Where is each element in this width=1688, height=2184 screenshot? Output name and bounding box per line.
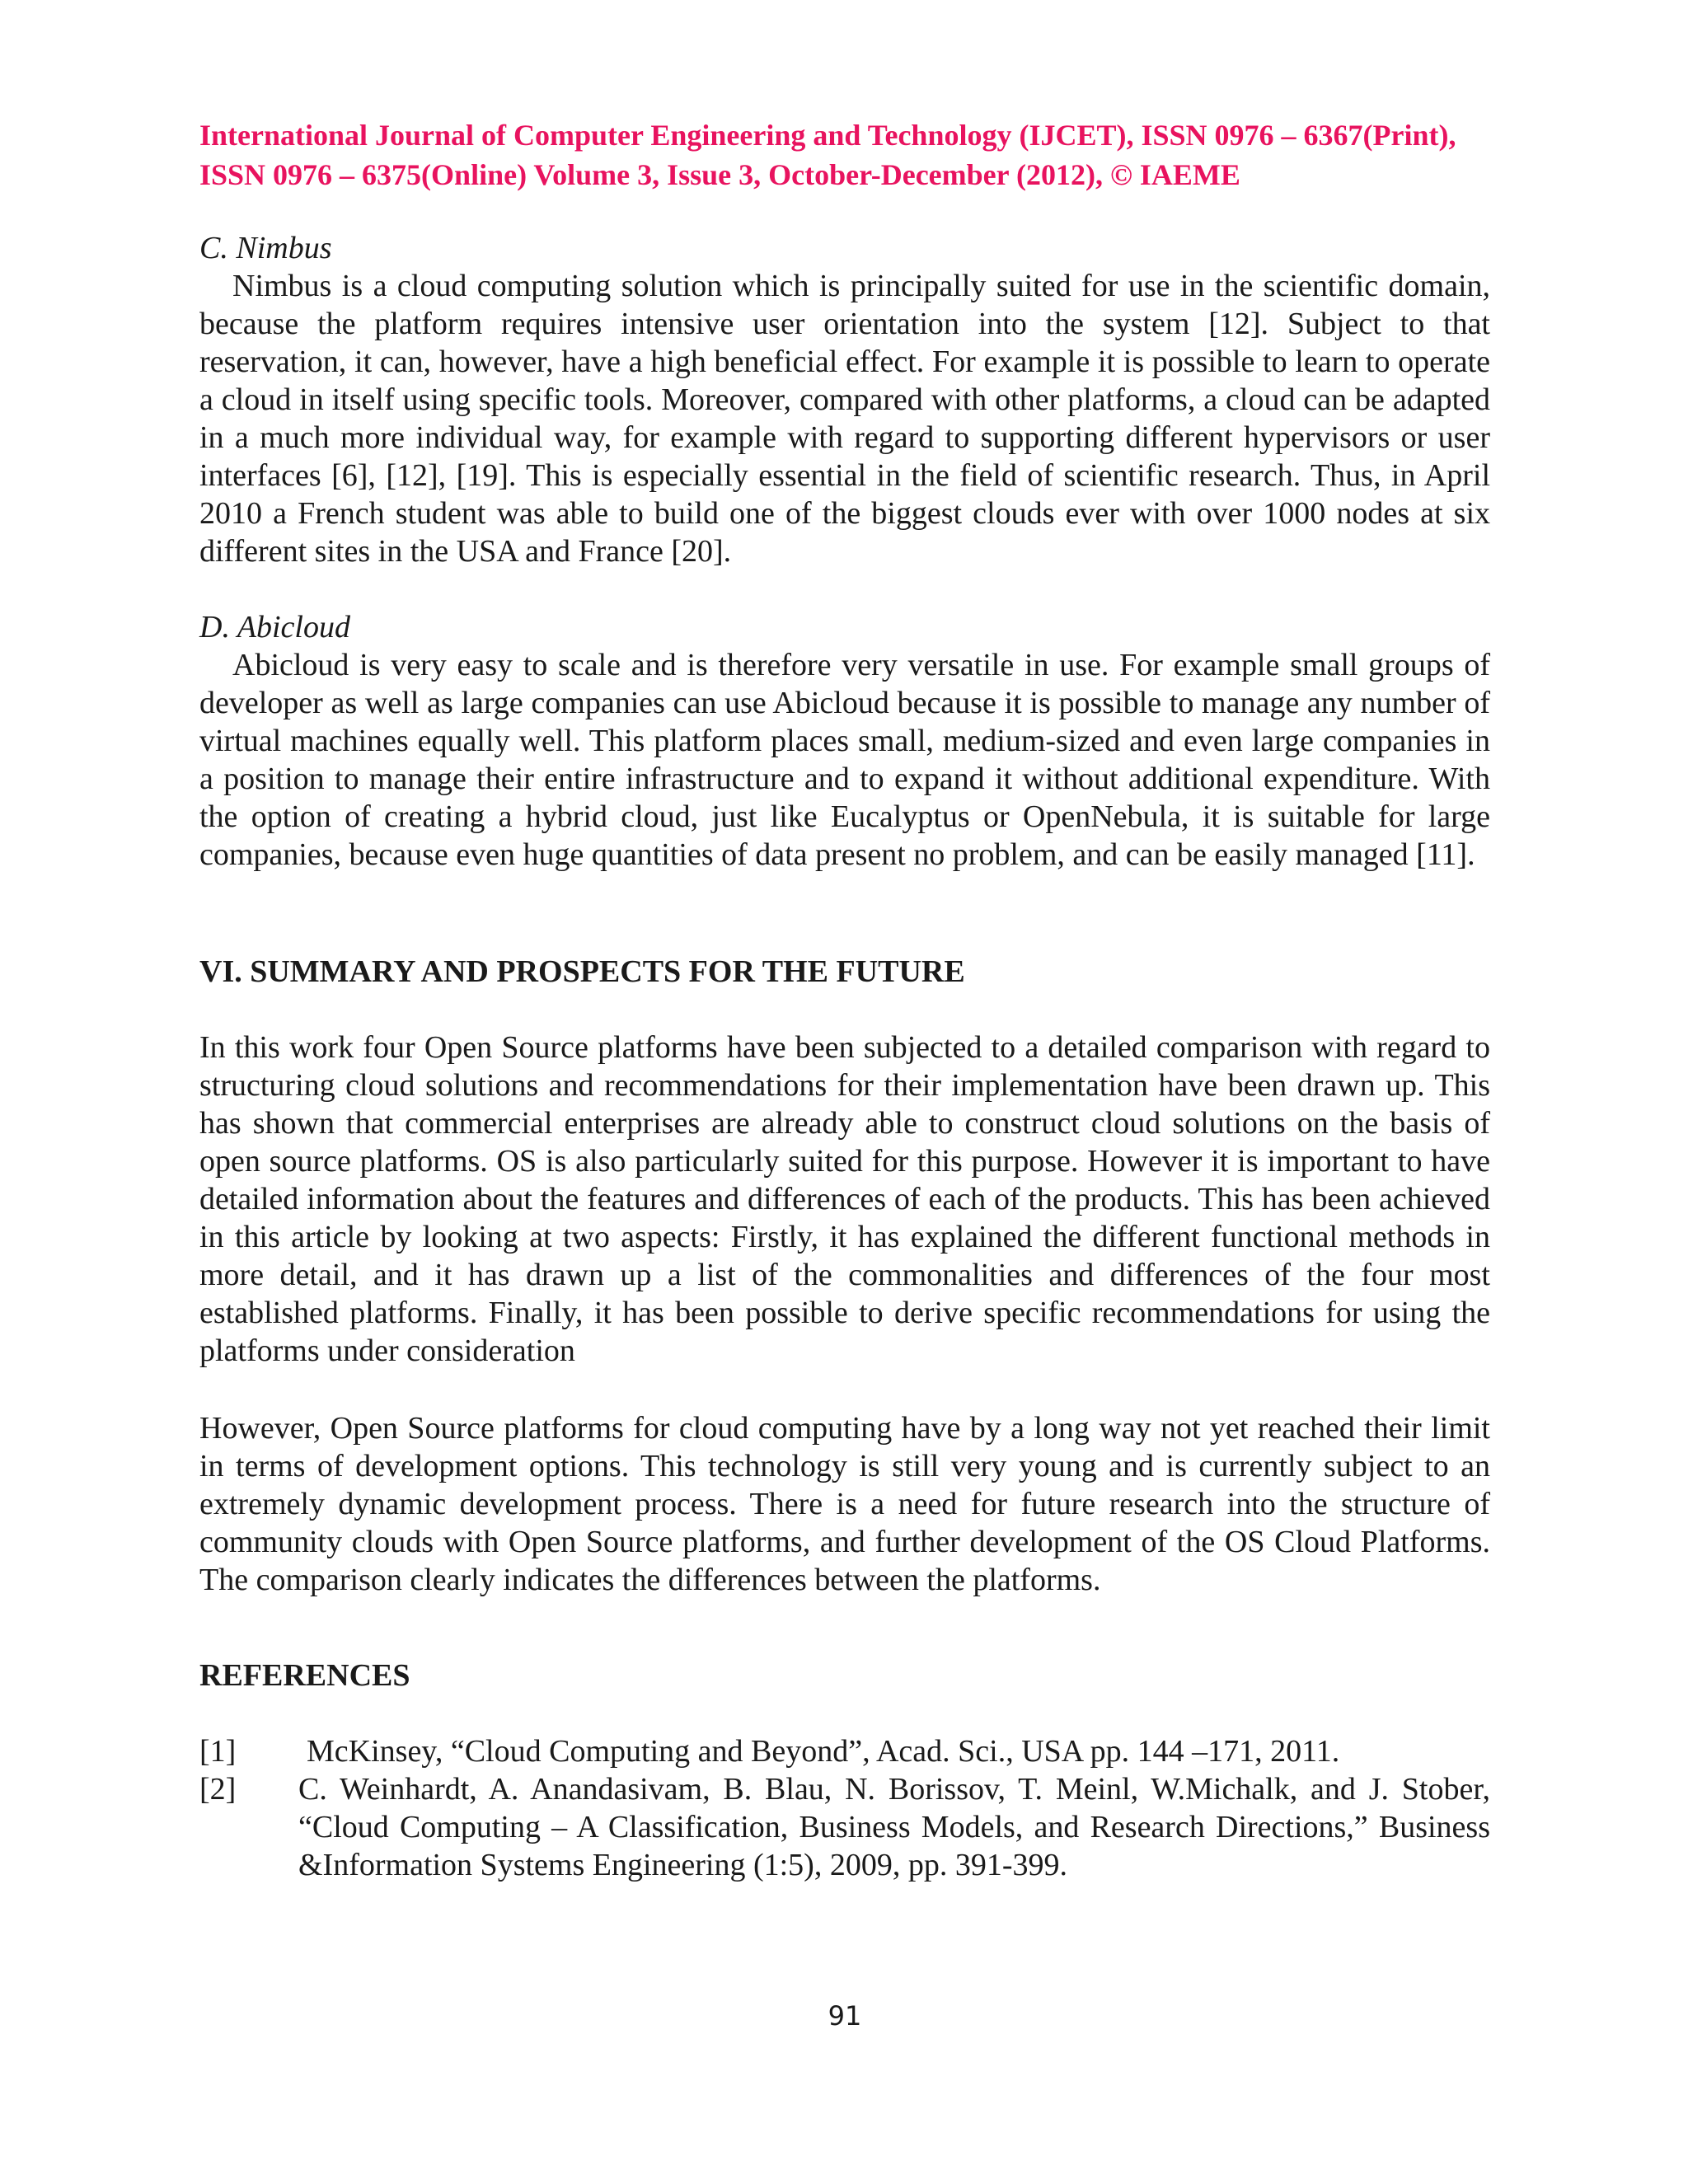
summary-paragraph-1: In this work four Open Source platforms have been subjected to a detailed comparison with regard to structuring cloud solutions and recommendations for their implementation have been drawn up. This has shown that commercial enterprises are already able to construct cloud solutions on the basis of open source platforms. OS is also particularly suited for this purpose. However it is important to have detailed information about the features and differences of each of the products. This has been achieved in this article by looking at two aspects: Firstly, it has explained the different functional methods in more detail, and it has drawn up a list of the commonalities and differences of the four most established platforms. Finally, it has been possible to derive specific recommendations for using the platforms under consideration xyxy=(199,1030,1490,1368)
reference-item xyxy=(199,1770,1490,1884)
reference-number: [2] xyxy=(199,1772,237,1807)
nimbus-paragraph: Nimbus is a cloud computing solution which is principally suited for use in the scientific domain, because the platform requires intensive user orientation into the system [12]. Subject to that reservation, it can, however, have a high beneficial effect. For example it is possible to learn to operate a cloud in itself using specific tools. Moreover, compared with other platforms, a cloud can be adapted in a much more individual way, for example with regard to supporting different hypervisors or user interfaces [6], [12], [19]. This is especially essential in the field of scientific research. Thus, in April 2010 a French student was able to build one of the biggest clouds ever with over 1000 nodes at six different sites in the USA and France [20]. xyxy=(199,269,1490,569)
section-nimbus xyxy=(199,229,1490,570)
reference-text: C. Weinhardt, A. Anandasivam, B. Blau, N. Borissov, T. Meinl, W.Michalk, and J. Stober, “Cloud Computing – A Classification, Business Models, and Research Directions,” Business &Information Systems Engineering (1:5), 2009, pp. 391-399. xyxy=(298,1772,1490,1882)
journal-header-line-1: International Journal of Computer Engineering and Technology (IJCET), ISSN 0976 – 6367(Print), xyxy=(199,119,1456,152)
reference-text: McKinsey, “Cloud Computing and Beyond”, Acad. Sci., USA pp. 144 –171, 2011. xyxy=(307,1734,1340,1769)
section-summary xyxy=(199,953,1490,991)
summary-paragraph-1-block xyxy=(199,1029,1490,1370)
journal-header-line-2: ISSN 0976 – 6375(Online) Volume 3, Issue 3, October-December (2012), © IAEME xyxy=(199,158,1240,191)
section-abicloud xyxy=(199,608,1490,874)
summary-paragraph-2-block xyxy=(199,1409,1490,1599)
reference-list xyxy=(199,1732,1490,1884)
reference-number: [1] xyxy=(199,1734,237,1769)
subsection-title-abicloud: D. Abicloud xyxy=(199,610,350,644)
subsection-title-nimbus: C. Nimbus xyxy=(199,231,332,265)
journal-header xyxy=(199,115,1490,194)
page-number: 91 xyxy=(828,2000,862,2032)
summary-paragraph-2: However, Open Source platforms for cloud computing have by a long way not yet reached their limit in terms of development options. This technology is still very young and is currently subject to an extremely dynamic development process. There is a need for future research into the structure of community clouds with Open Source platforms, and further development of the OS Cloud Platforms. The comparison clearly indicates the differences between the platforms. xyxy=(199,1411,1490,1597)
section-heading-summary: VI. SUMMARY AND PROSPECTS FOR THE FUTURE xyxy=(199,954,965,989)
section-references xyxy=(199,1657,1490,1694)
section-heading-references: REFERENCES xyxy=(199,1658,410,1693)
abicloud-paragraph: Abicloud is very easy to scale and is therefore very versatile in use. For example small groups of developer as well as large companies can use Abicloud because it is possible to manage any number of virtual machines equally well. This platform places small, medium-sized and even large companies in a position to manage their entire infrastructure and to expand it without additional expenditure. With the option of creating a hybrid cloud, just like Eucalyptus or OpenNebula, it is suitable for large companies, because even huge quantities of data present no problem, and can be easily managed [11]. xyxy=(199,648,1490,872)
reference-item xyxy=(199,1732,1490,1770)
